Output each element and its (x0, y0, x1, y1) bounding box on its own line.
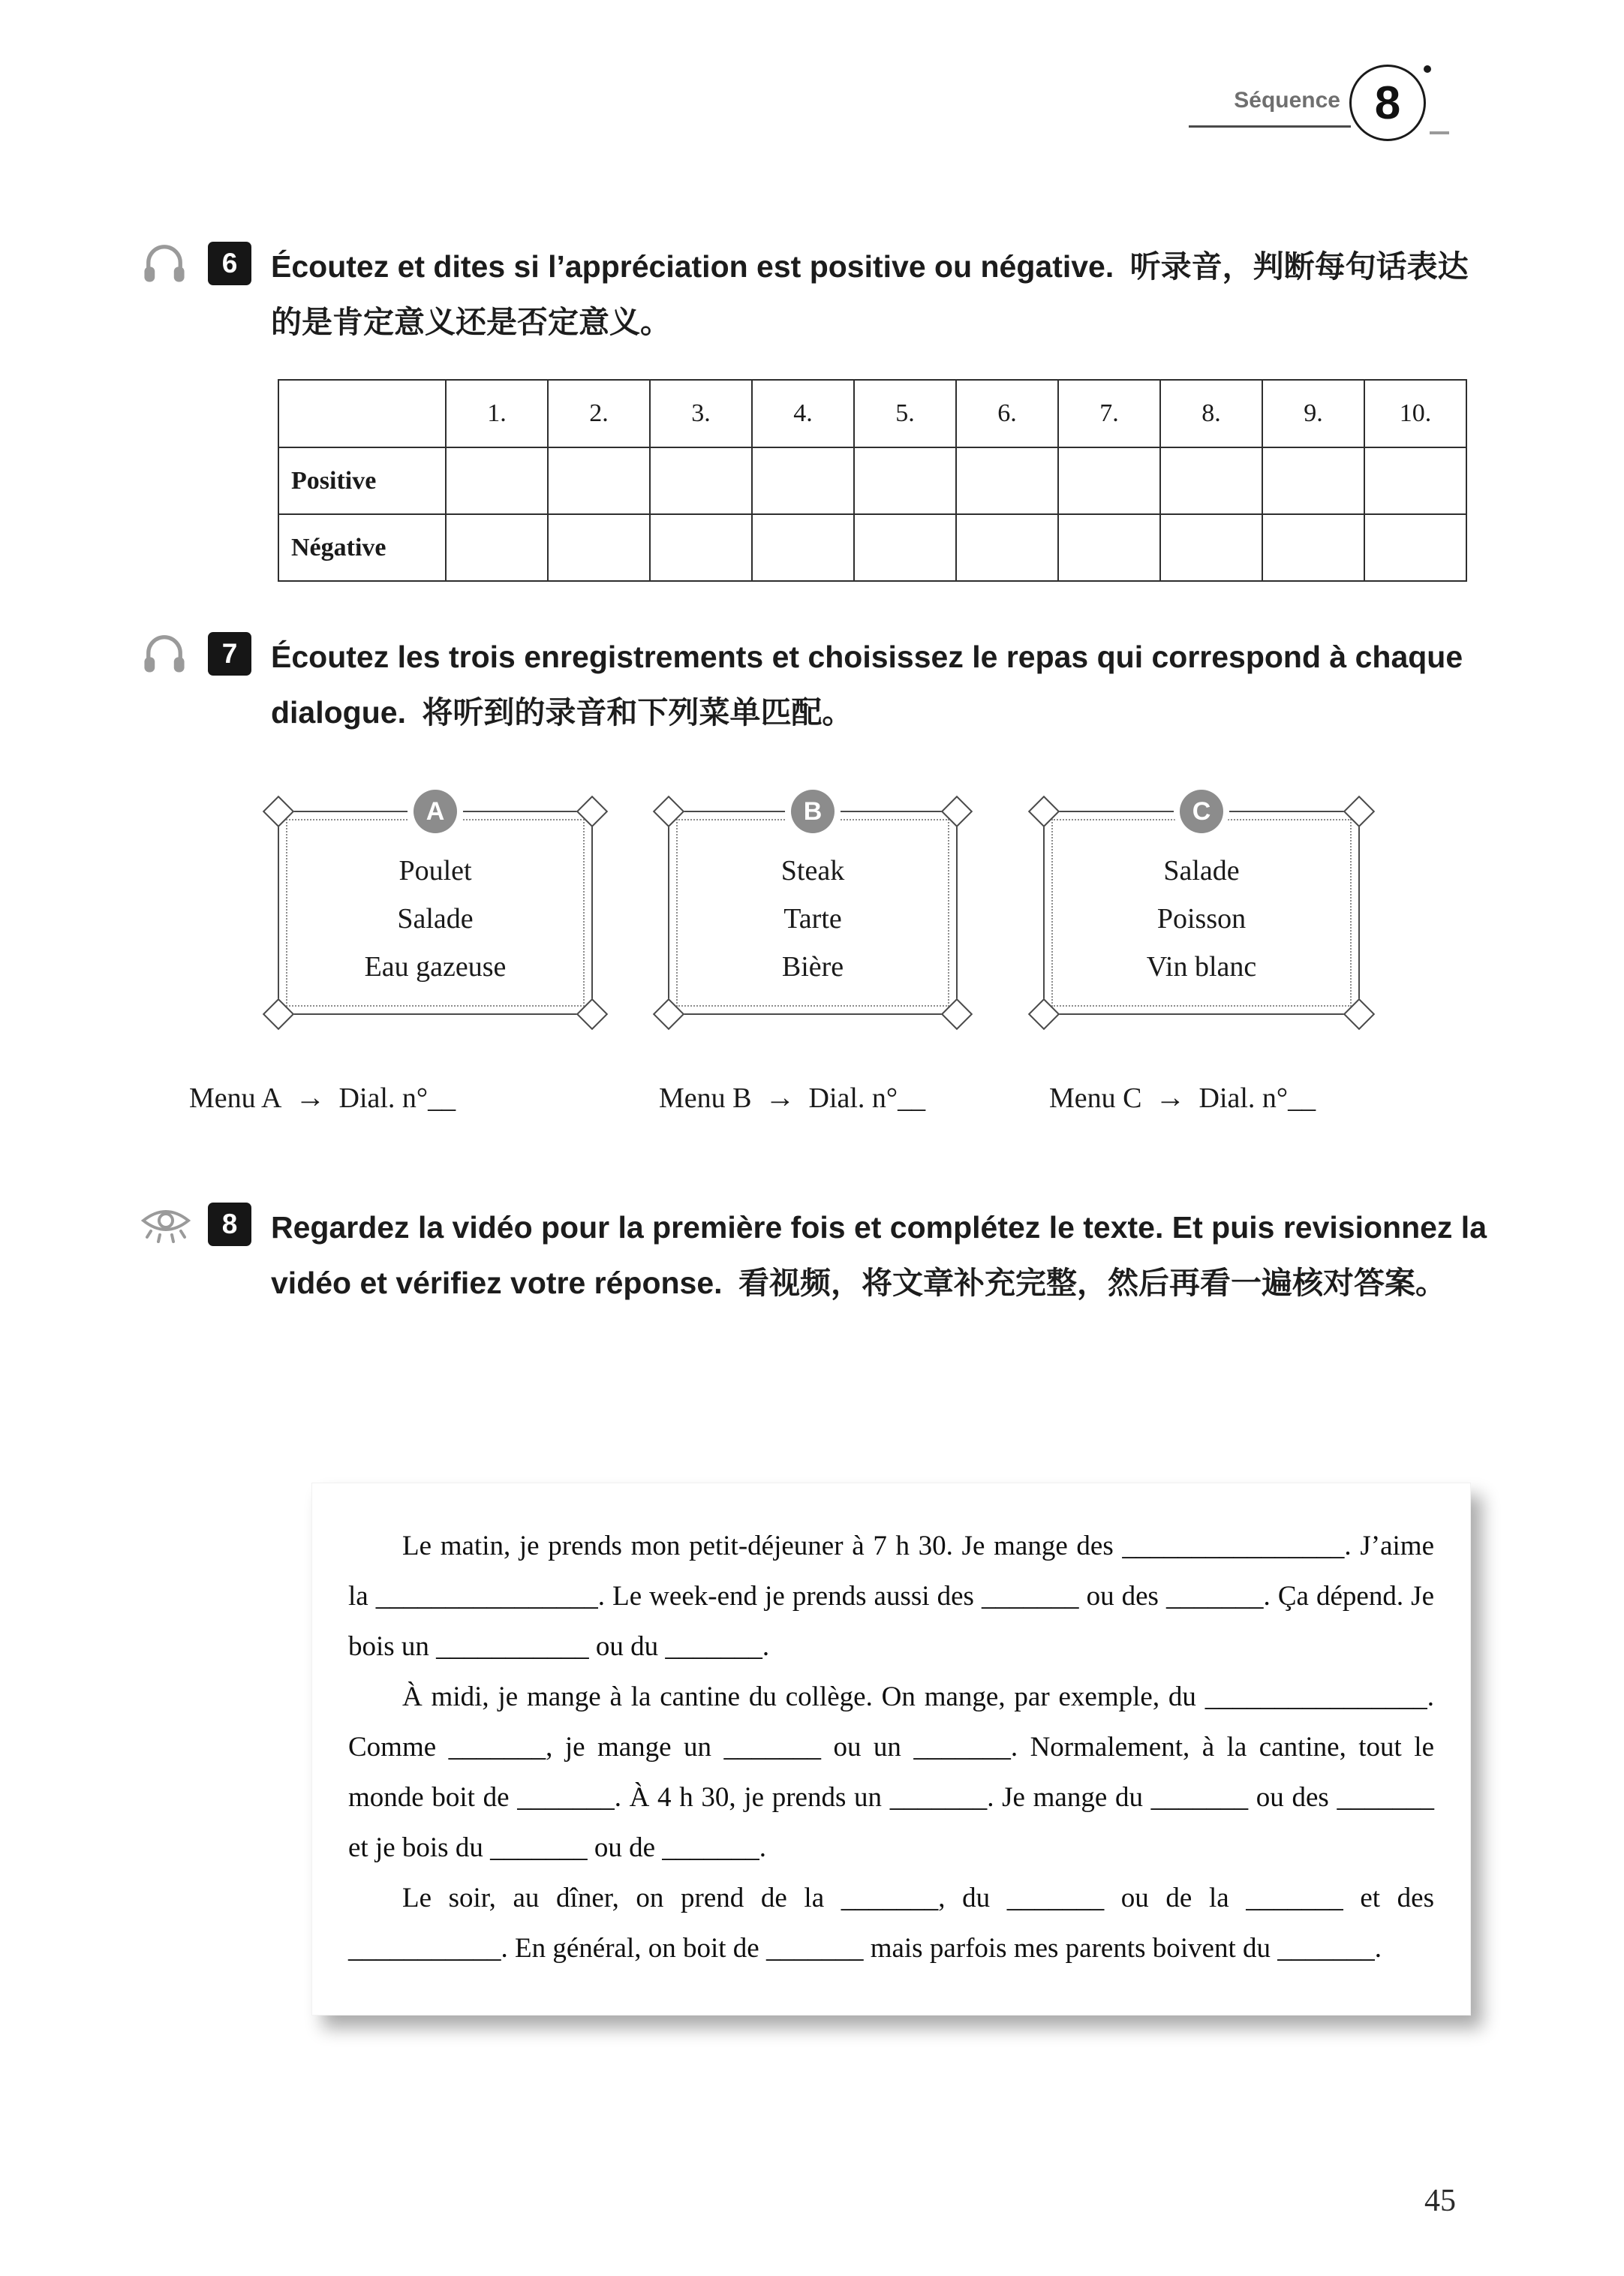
decorative-dash (1430, 131, 1449, 134)
dial-blank: __ (898, 1082, 925, 1114)
menu-item: Vin blanc (1146, 951, 1257, 983)
exercise-number-badge: 7 (208, 632, 251, 676)
exercise-7 (139, 629, 1497, 740)
menu-a-answer-line (189, 1079, 455, 1115)
corner-ornament (1343, 998, 1375, 1030)
answer-cell (1364, 447, 1466, 514)
column-header: 9. (1262, 380, 1364, 447)
menu-letter-badge: B (791, 790, 835, 833)
answer-cell (548, 514, 650, 581)
column-header: 10. (1364, 380, 1466, 447)
table-header-row (278, 380, 1466, 447)
corner-ornament (1028, 998, 1060, 1030)
menu-b-answer-line (659, 1079, 925, 1115)
fill-text-box (311, 1483, 1471, 2016)
menu-card-c (1043, 796, 1360, 1015)
menu-item: Poisson (1156, 903, 1247, 935)
row-label: Positive (278, 447, 446, 514)
instruction-chinese: 看视频，将文章补充完整，然后再看一遍核对答案。 (738, 1266, 1446, 1300)
answer-cell (956, 447, 1058, 514)
menu-card-a (278, 796, 593, 1015)
answer-cell (1262, 514, 1364, 581)
decorative-dot (1424, 65, 1431, 73)
table-row-negative (278, 514, 1466, 581)
menu-item: Salade (397, 903, 474, 935)
sequence-label: Séquence (1189, 88, 1351, 128)
fill-paragraph: À midi, je mange à la cantine du collège. On mange, par exemple, du ________________. Comme _______, je mange un _______ ou un _______. Normalement, à la cantine, tout le monde boit de _______. À 4 h 30, je prends un _______. Je mange du _______ ou des _______ et je bois du _______ ou de _______. (348, 1681, 1434, 1863)
answer-cell (956, 514, 1058, 581)
menu-card-b (668, 796, 958, 1015)
menu-item: Bière (781, 951, 844, 983)
column-header: 7. (1058, 380, 1160, 447)
dial-blank: __ (428, 1082, 456, 1114)
answer-cell (1058, 447, 1160, 514)
exercise-instruction (271, 1200, 1487, 1311)
instruction-french: Écoutez et dites si l’appréciation est positive ou négative. (271, 249, 1114, 284)
right-arrow-icon: → (1155, 1080, 1186, 1114)
corner-ornament (941, 998, 973, 1030)
row-label: Négative (278, 514, 446, 581)
menu-item-list (1045, 812, 1358, 991)
column-header: 3. (650, 380, 752, 447)
menu-label: Menu C (1049, 1082, 1142, 1114)
menu-item: Salade (1163, 855, 1240, 887)
menu-item: Eau gazeuse (364, 951, 507, 983)
column-header: 1. (446, 380, 548, 447)
answer-cell (1160, 447, 1262, 514)
menu-item: Steak (780, 855, 845, 887)
answer-cell (752, 447, 854, 514)
answer-cell (446, 514, 548, 581)
exercise-number-badge: 6 (208, 242, 251, 285)
corner-ornament (576, 998, 608, 1030)
menu-letter-badge: A (414, 790, 457, 833)
column-header: 2. (548, 380, 650, 447)
column-header: 8. (1160, 380, 1262, 447)
column-header: 4. (752, 380, 854, 447)
fill-paragraph: Le matin, je prends mon petit-déjeuner à 7 h 30. Je mange des ________________. J’aime la ________________. Le week-end je prends aussi des _______ ou des _______. Ça dépend. Je bois un ___________ ou du _______. (348, 1531, 1434, 1662)
answer-cell (650, 447, 752, 514)
dial-label: Dial. n° (1198, 1082, 1289, 1114)
corner-ornament (263, 998, 294, 1030)
positive-negative-table (278, 379, 1467, 582)
table-row-positive (278, 447, 1466, 514)
corner-ornament (653, 998, 684, 1030)
fill-paragraph: Le soir, au dîner, on prend de la _______, du _______ ou de la _______ et des ___________. En général, on boit de _______ mais parfois mes parents boivent du _______. (348, 1883, 1434, 1964)
answer-cell (854, 447, 956, 514)
instruction-french: Écoutez les trois enregistrements et choisissez le repas qui correspond à chaque dialogue. (271, 640, 1463, 730)
eye-icon (139, 1204, 193, 1250)
menu-letter-badge: C (1180, 790, 1223, 833)
dial-blank: __ (1288, 1082, 1316, 1114)
answer-cell (650, 514, 752, 581)
instruction-chinese: 听录音，判断每句话表达的是肯定意义还是否定意义。 (271, 249, 1469, 339)
exercise-6 (139, 239, 1497, 350)
instruction-chinese: 将听到的录音和下列菜单匹配。 (422, 695, 853, 730)
instruction-french: Regardez la vidéo pour la première fois et complétez le texte. Et puis revisionnez la vidéo et vérifiez votre réponse. (271, 1210, 1487, 1300)
headphones-icon (139, 237, 190, 292)
right-arrow-icon: → (295, 1080, 326, 1114)
right-arrow-icon: → (765, 1080, 795, 1114)
page-number: 45 (1424, 2184, 1456, 2218)
column-header: 5. (854, 380, 956, 447)
column-header: 6. (956, 380, 1058, 447)
headphones-icon (139, 628, 190, 682)
exercise-number-badge: 8 (208, 1203, 251, 1246)
page-header (0, 65, 1426, 141)
exercise-8 (139, 1200, 1497, 1311)
menu-item: Tarte (783, 903, 842, 935)
menu-c-answer-line (1049, 1079, 1315, 1115)
menu-item-list (279, 812, 591, 991)
answer-cell (1364, 514, 1466, 581)
dial-label: Dial. n° (338, 1082, 429, 1114)
menu-label: Menu A (189, 1082, 282, 1114)
dial-label: Dial. n° (808, 1082, 898, 1114)
answer-cell (1058, 514, 1160, 581)
answer-cell (854, 514, 956, 581)
answer-cell (1262, 447, 1364, 514)
answer-cell (548, 447, 650, 514)
answer-cell (1160, 514, 1262, 581)
menu-label: Menu B (659, 1082, 752, 1114)
answer-cell (446, 447, 548, 514)
exercise-instruction (271, 239, 1487, 350)
table-corner-cell (278, 380, 446, 447)
menu-item-list (669, 812, 956, 991)
sequence-number-circle (1349, 65, 1426, 141)
answer-cell (752, 514, 854, 581)
sequence-number: 8 (1374, 77, 1401, 129)
menu-item: Poulet (398, 855, 472, 887)
exercise-instruction (271, 629, 1487, 740)
